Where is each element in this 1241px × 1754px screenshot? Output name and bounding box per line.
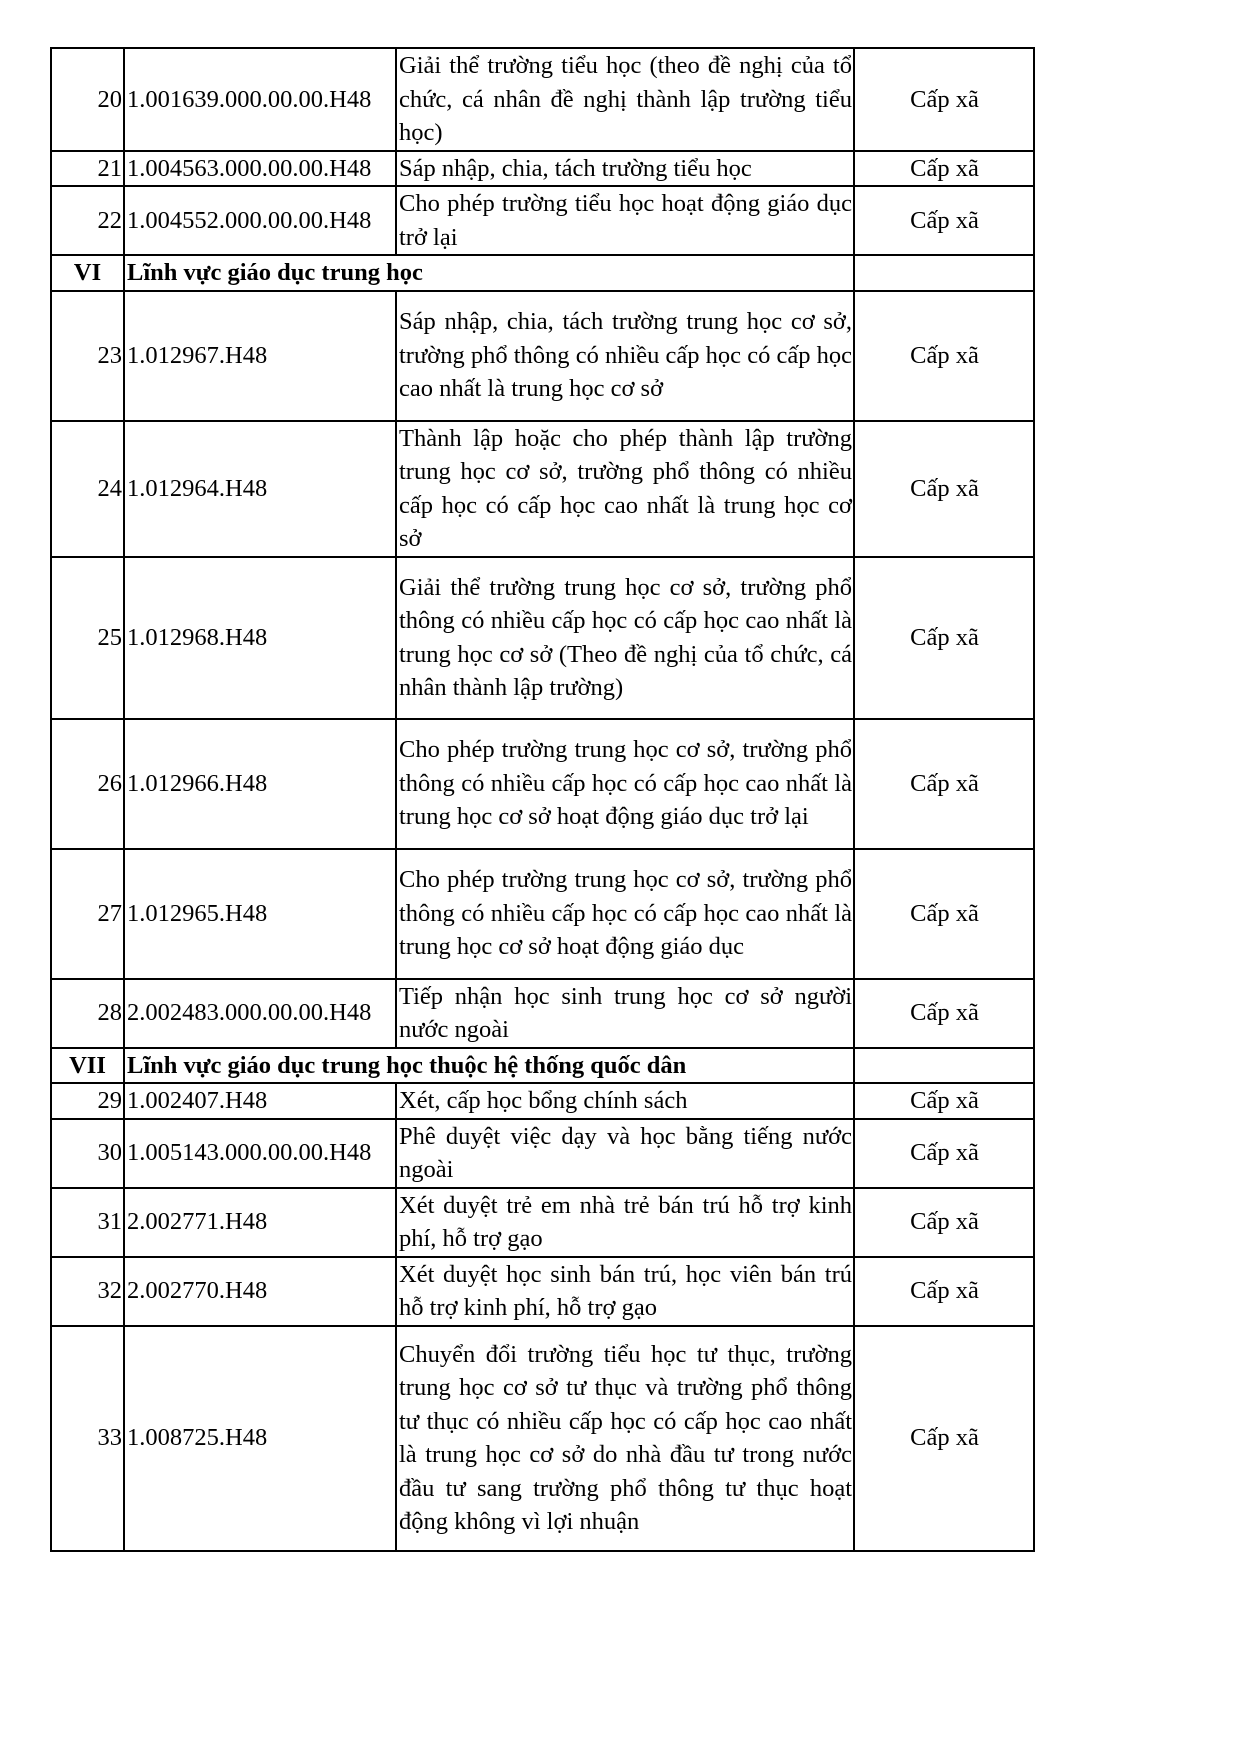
section-header-row [51, 1048, 1034, 1084]
authority-level: Cấp xã [854, 1326, 1034, 1551]
table-row [51, 1326, 1034, 1551]
table-row [51, 186, 1034, 255]
row-number: 27 [51, 849, 124, 979]
table-row [51, 1188, 1034, 1257]
table-row [51, 849, 1034, 979]
authority-level: Cấp xã [854, 1257, 1034, 1326]
authority-level: Cấp xã [854, 557, 1034, 719]
table-row [51, 1257, 1034, 1326]
section-number: VII [51, 1048, 124, 1084]
procedures-table [50, 47, 1035, 1552]
procedure-code: 2.002771.H48 [124, 1188, 396, 1257]
procedure-code: 1.005143.000.00.00.H48 [124, 1119, 396, 1188]
row-number: 24 [51, 421, 124, 557]
row-number: 22 [51, 186, 124, 255]
section-header-row [51, 255, 1034, 291]
procedure-code: 1.004552.000.00.00.H48 [124, 186, 396, 255]
procedure-name: Xét duyệt học sinh bán trú, học viên bán trú hỗ trợ kinh phí, hỗ trợ gạo [396, 1257, 854, 1326]
procedure-name: Sáp nhập, chia, tách trường tiểu học [396, 151, 854, 187]
procedure-name: Chuyển đổi trường tiểu học tư thục, trường trung học cơ sở tư thục và trường phổ thông tư thục có nhiều cấp học có cấp học cao nhất là trung học cơ sở do nhà đầu tư trong nước đầu tư sang trường phổ thông tư thục hoạt động không vì lợi nhuận [396, 1326, 854, 1551]
procedure-code: 1.012968.H48 [124, 557, 396, 719]
authority-level: Cấp xã [854, 1083, 1034, 1119]
row-number: 23 [51, 291, 124, 421]
procedure-code: 1.012964.H48 [124, 421, 396, 557]
procedure-name: Sáp nhập, chia, tách trường trung học cơ sở, trường phổ thông có nhiều cấp học có cấp học cao nhất là trung học cơ sở [396, 291, 854, 421]
row-number: 21 [51, 151, 124, 187]
authority-level: Cấp xã [854, 291, 1034, 421]
table-row [51, 48, 1034, 151]
procedure-code: 1.002407.H48 [124, 1083, 396, 1119]
table-row [51, 1119, 1034, 1188]
section-title: Lĩnh vực giáo dục trung học thuộc hệ thống quốc dân [124, 1048, 854, 1084]
procedure-name: Cho phép trường trung học cơ sở, trường phổ thông có nhiều cấp học có cấp học cao nhất là trung học cơ sở hoạt động giáo dục [396, 849, 854, 979]
procedure-name: Cho phép trường trung học cơ sở, trường phổ thông có nhiều cấp học có cấp học cao nhất là trung học cơ sở hoạt động giáo dục trở lại [396, 719, 854, 849]
table-row [51, 291, 1034, 421]
table-row [51, 719, 1034, 849]
authority-level: Cấp xã [854, 186, 1034, 255]
table-row [51, 979, 1034, 1048]
procedure-name: Cho phép trường tiểu học hoạt động giáo dục trở lại [396, 186, 854, 255]
table-row [51, 151, 1034, 187]
authority-level: Cấp xã [854, 719, 1034, 849]
procedure-code: 1.001639.000.00.00.H48 [124, 48, 396, 151]
section-title: Lĩnh vực giáo dục trung học [124, 255, 854, 291]
procedure-code: 1.012967.H48 [124, 291, 396, 421]
row-number: 25 [51, 557, 124, 719]
row-number: 28 [51, 979, 124, 1048]
empty-cell [854, 1048, 1034, 1084]
authority-level: Cấp xã [854, 979, 1034, 1048]
row-number: 20 [51, 48, 124, 151]
row-number: 29 [51, 1083, 124, 1119]
procedure-name: Giải thể trường tiểu học (theo đề nghị của tổ chức, cá nhân đề nghị thành lập trường tiểu học) [396, 48, 854, 151]
authority-level: Cấp xã [854, 849, 1034, 979]
table-row [51, 421, 1034, 557]
row-number: 30 [51, 1119, 124, 1188]
row-number: 31 [51, 1188, 124, 1257]
row-number: 33 [51, 1326, 124, 1551]
table-row [51, 557, 1034, 719]
procedure-name: Xét duyệt trẻ em nhà trẻ bán trú hỗ trợ kinh phí, hỗ trợ gạo [396, 1188, 854, 1257]
table-row [51, 1083, 1034, 1119]
authority-level: Cấp xã [854, 1119, 1034, 1188]
authority-level: Cấp xã [854, 1188, 1034, 1257]
procedure-code: 2.002770.H48 [124, 1257, 396, 1326]
procedure-code: 1.012966.H48 [124, 719, 396, 849]
procedure-name: Giải thể trường trung học cơ sở, trường phổ thông có nhiều cấp học có cấp học cao nhất là trung học cơ sở (Theo đề nghị của tổ chức, cá nhân thành lập trường) [396, 557, 854, 719]
section-number: VI [51, 255, 124, 291]
procedure-name: Xét, cấp học bổng chính sách [396, 1083, 854, 1119]
row-number: 26 [51, 719, 124, 849]
procedure-name: Thành lập hoặc cho phép thành lập trường trung học cơ sở, trường phổ thông có nhiều cấp học có cấp học cao nhất là trung học cơ sở [396, 421, 854, 557]
procedure-code: 1.008725.H48 [124, 1326, 396, 1551]
authority-level: Cấp xã [854, 48, 1034, 151]
procedure-code: 2.002483.000.00.00.H48 [124, 979, 396, 1048]
empty-cell [854, 255, 1034, 291]
procedure-name: Tiếp nhận học sinh trung học cơ sở người nước ngoài [396, 979, 854, 1048]
procedure-name: Phê duyệt việc dạy và học bằng tiếng nước ngoài [396, 1119, 854, 1188]
procedure-code: 1.012965.H48 [124, 849, 396, 979]
authority-level: Cấp xã [854, 421, 1034, 557]
row-number: 32 [51, 1257, 124, 1326]
procedure-code: 1.004563.000.00.00.H48 [124, 151, 396, 187]
authority-level: Cấp xã [854, 151, 1034, 187]
